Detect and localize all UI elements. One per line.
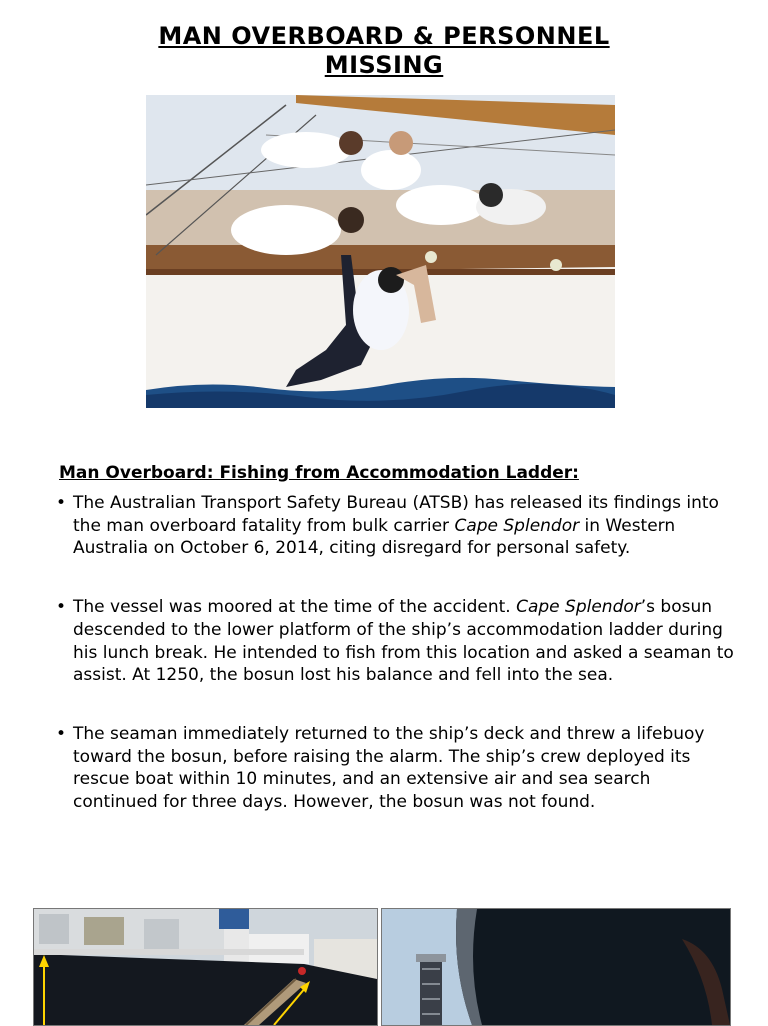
ship-side-photo xyxy=(381,908,731,1026)
ship-hull-photo xyxy=(33,908,378,1026)
bullet1-ship-name: Cape Splendor xyxy=(454,515,580,536)
list-item xyxy=(56,596,736,687)
bullet2-ship-name: Cape Splendor xyxy=(516,597,641,618)
bullet1-text-a: The Australian Transport Safety Bureau (ATSB) has released its findings into the man overboard fatality from bulk carrier xyxy=(73,493,719,536)
bullet1-text-b: in Western Australia on October 6, 2014, citing disregard for personal safety. xyxy=(73,515,676,559)
bullet2-text-a: The vessel was moored at the time of the accident. xyxy=(73,597,517,618)
rescue-photo xyxy=(146,95,615,408)
section-heading: Man Overboard: Fishing from Accommodation Ladder: xyxy=(59,463,579,483)
title-line-2: MISSING xyxy=(324,51,444,79)
title-line-1: MAN OVERBOARD & PERSONNEL xyxy=(158,22,610,50)
bullet-list xyxy=(56,492,736,814)
page-title xyxy=(0,22,768,80)
list-item xyxy=(56,492,736,560)
list-item xyxy=(56,723,736,814)
bullet3-text: The seaman immediately returned to the ship’s deck and threw a lifebuoy toward the bosun, before raising the alarm. The ship’s crew deployed its rescue boat within 10 minutes, and an extensive air and sea search continued for three days. However, the bosun was not found. xyxy=(73,723,705,813)
bullet2-text-b: ’s bosun descended to the lower platform of the ship’s accommodation ladder during his lunch break. He intended to fish from this location and asked a seaman to assist. At 1250, the bosun lost his balance and fell into the sea. xyxy=(73,597,734,686)
